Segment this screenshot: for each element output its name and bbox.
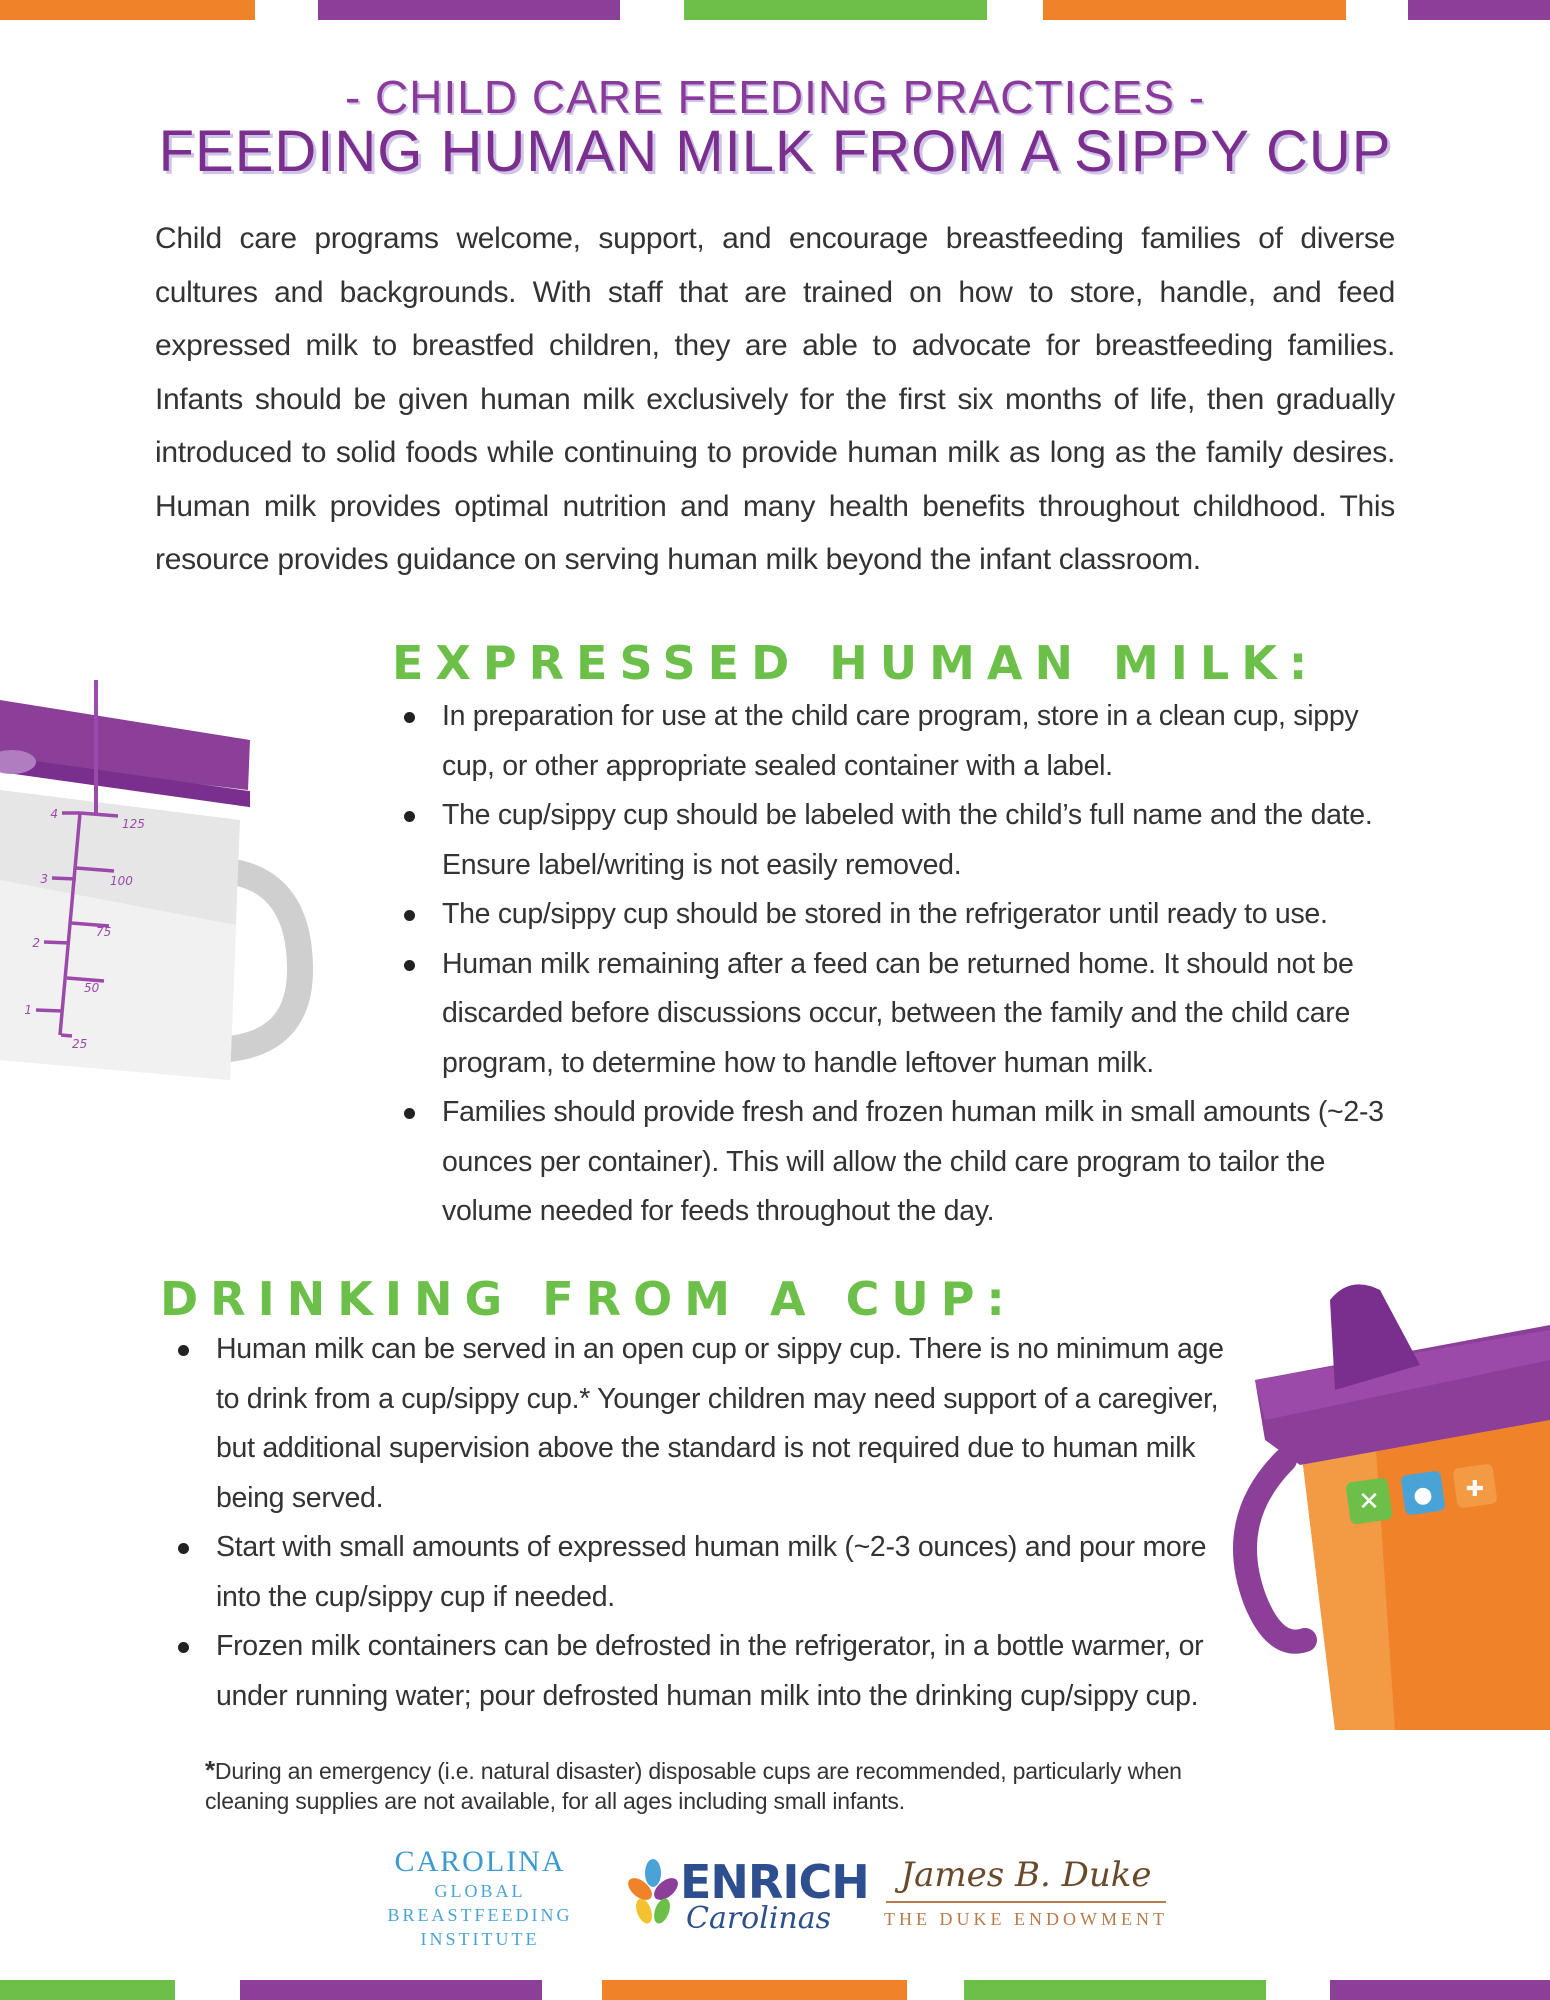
list-item: In preparation for use at the child care program, store in a clean cup, sippy cup, or other appropriate sealed container with a label.	[404, 692, 1394, 791]
drinking-heading: DRINKING FROM A CUP:	[160, 1272, 1017, 1326]
duke-name: THE DUKE ENDOWMENT	[884, 1909, 1168, 1929]
cgbi-logo	[360, 1845, 600, 1951]
expressed-heading: EXPRESSED HUMAN MILK:	[392, 636, 1320, 690]
measuring-cup-illustration	[0, 680, 330, 1100]
footnote	[205, 1755, 1205, 1816]
top-stripe-purple-2	[1408, 0, 1550, 20]
top-stripe-purple	[318, 0, 620, 20]
ml-label: 75	[96, 925, 112, 939]
bottom-stripe-green	[0, 1980, 175, 2000]
list-item: The cup/sippy cup should be stored in the refrigerator until ready to use.	[404, 890, 1394, 940]
list-item: Frozen milk containers can be defrosted in the refrigerator, in a bottle warmer, or under running water; pour defrosted human milk into the drinking cup/sippy cup.	[178, 1622, 1228, 1721]
list-item: Human milk remaining after a feed can be returned home. It should not be discarded before discussions occur, between the family and the child care program, to determine how to handle leftover human milk.	[404, 940, 1394, 1089]
footnote-marker: *	[205, 1755, 215, 1785]
intro-paragraph: Child care programs welcome, support, and encourage breastfeeding families of diverse cultures and backgrounds. With staff that are trained on how to store, handle, and feed expressed milk to breastfed children, they are able to advocate for breastfeeding families. Infants should be given human milk exclusively for the first six months of life, then gradually introduced to solid foods while continuing to provide human milk as long as the family desires. Human milk provides optimal nutrition and many health benefits throughout childhood. This resource provides guidance on serving human milk beyond the infant classroom.	[155, 222, 1395, 576]
ml-label: 25	[72, 1037, 88, 1051]
svg-text:✚: ✚	[1465, 1477, 1485, 1502]
drinking-list	[178, 1325, 1228, 1721]
list-item: Human milk can be served in an open cup or sippy cup. There is no minimum age to drink from a cup/sippy cup.* Younger children may need support of a caregiver, but additional supervision above the standard is not required due to human milk being served.	[178, 1325, 1228, 1523]
duke-divider	[886, 1901, 1166, 1903]
cgbi-line3: BREASTFEEDING	[387, 1905, 573, 1925]
enrich-script: Carolinas	[686, 1901, 832, 1936]
cgbi-line4: INSTITUTE	[420, 1929, 540, 1949]
ml-label: 50	[84, 981, 100, 995]
svg-text:●: ●	[1413, 1483, 1433, 1508]
list-item: The cup/sippy cup should be labeled with the child’s full name and the date. Ensure label/writing is not easily removed.	[404, 791, 1394, 890]
bottom-stripe-orange	[602, 1980, 907, 2000]
oz-label: 3	[40, 872, 48, 886]
flower-icon	[628, 1859, 678, 1931]
page-subtitle: - CHILD CARE FEEDING PRACTICES -	[344, 71, 1206, 123]
top-stripe-orange	[0, 0, 255, 20]
bottom-stripe-purple-2	[1330, 1980, 1550, 2000]
cgbi-line1: CAROLINA	[394, 1845, 566, 1878]
cgbi-line2: GLOBAL	[434, 1881, 526, 1901]
list-item: Families should provide fresh and frozen human milk in small amounts (~2-3 ounces per container). This will allow the child care program to tailor the volume needed for feeds throughout the day.	[404, 1088, 1394, 1237]
oz-label: 2	[32, 936, 40, 950]
footnote-text: During an emergency (i.e. natural disaster) disposable cups are recommended, particularly when cleaning supplies are not available, for all ages including small infants.	[205, 1758, 1182, 1814]
svg-text:✕: ✕	[1358, 1487, 1380, 1517]
top-stripe-green	[684, 0, 987, 20]
top-stripe-orange-2	[1043, 0, 1346, 20]
duke-endowment-logo	[878, 1855, 1174, 1930]
page-title: FEEDING HUMAN MILK FROM A SIPPY CUP	[158, 119, 1392, 184]
expressed-list	[404, 692, 1394, 1237]
bottom-stripe-purple	[240, 1980, 542, 2000]
enrich-word: ENRICH	[680, 1855, 869, 1909]
bottom-stripe-green-2	[964, 1980, 1266, 2000]
sippy-cup-illustration	[1215, 1270, 1550, 1730]
enrich-carolinas-logo	[628, 1855, 869, 1936]
ml-label: 125	[122, 817, 145, 831]
list-item: Start with small amounts of expressed human milk (~2-3 ounces) and pour more into the cup/sippy cup if needed.	[178, 1523, 1228, 1622]
oz-label: 4	[50, 807, 58, 821]
duke-signature: James B. Duke	[900, 1855, 1152, 1895]
oz-label: 1	[24, 1003, 32, 1017]
ml-label: 100	[110, 874, 133, 888]
